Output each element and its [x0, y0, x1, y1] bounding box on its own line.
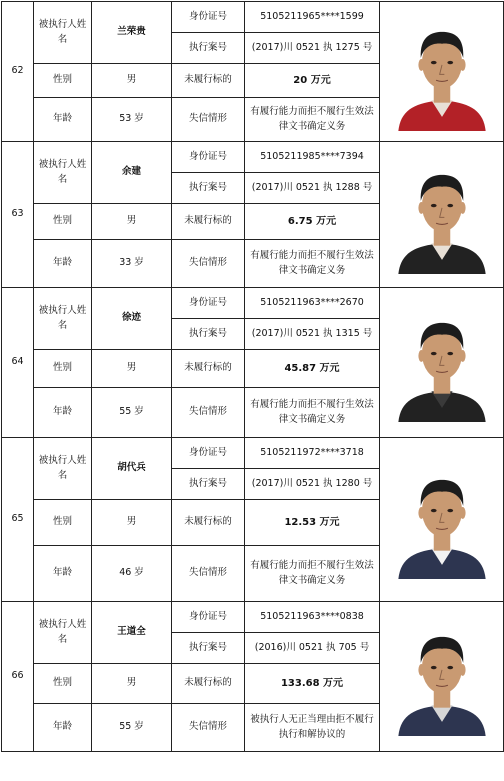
- id-number-value: 5105211972****3718: [245, 438, 380, 469]
- case-label: 执行案号: [172, 173, 245, 204]
- amount-label: 未履行标的: [172, 664, 245, 704]
- situation-label: 失信情形: [172, 546, 245, 602]
- case-number-value: (2017)川 0521 执 1288 号: [245, 173, 380, 204]
- situation-label: 失信情形: [172, 240, 245, 288]
- record-number: 66: [2, 602, 34, 752]
- id-number-value: 5105211985****7394: [245, 142, 380, 173]
- gender-value: 男: [92, 500, 172, 546]
- debtor-name: 兰荣贵: [92, 2, 172, 64]
- dishonesty-situation-value: 有履行能力而拒不履行生效法律文书确定义务: [245, 388, 380, 438]
- case-label: 执行案号: [172, 33, 245, 64]
- gender-label: 性别: [34, 500, 92, 546]
- unpaid-amount-value: 20 万元: [245, 64, 380, 98]
- case-number-value: (2017)川 0521 执 1315 号: [245, 319, 380, 350]
- age-value: 53 岁: [92, 98, 172, 142]
- amount-label: 未履行标的: [172, 204, 245, 240]
- debtor-photo: [396, 461, 488, 579]
- id-label: 身份证号: [172, 142, 245, 173]
- id-number-value: 5105211963****0838: [245, 602, 380, 633]
- situation-label: 失信情形: [172, 704, 245, 752]
- age-value: 46 岁: [92, 546, 172, 602]
- age-value: 55 岁: [92, 704, 172, 752]
- debtor-name: 徐迹: [92, 288, 172, 350]
- gender-value: 男: [92, 204, 172, 240]
- unpaid-amount-value: 12.53 万元: [245, 500, 380, 546]
- unpaid-amount-value: 45.87 万元: [245, 350, 380, 388]
- unpaid-amount-value: 133.68 万元: [245, 664, 380, 704]
- debtor-photo: [396, 156, 488, 274]
- age-label: 年龄: [34, 240, 92, 288]
- case-label: 执行案号: [172, 469, 245, 500]
- debtor-name: 胡代兵: [92, 438, 172, 500]
- debtor-photo: [396, 13, 488, 131]
- dishonesty-situation-value: 有履行能力而拒不履行生效法律文书确定义务: [245, 546, 380, 602]
- debtor-photo: [396, 618, 488, 736]
- case-label: 执行案号: [172, 319, 245, 350]
- id-number-value: 5105211965****1599: [245, 2, 380, 33]
- table-row: [2, 602, 504, 633]
- table-row: [2, 438, 504, 469]
- case-number-value: (2017)川 0521 执 1280 号: [245, 469, 380, 500]
- name-label: 被执行人姓名: [34, 142, 92, 204]
- name-label: 被执行人姓名: [34, 2, 92, 64]
- gender-label: 性别: [34, 664, 92, 704]
- age-label: 年龄: [34, 546, 92, 602]
- photo-cell: [380, 438, 504, 602]
- name-label: 被执行人姓名: [34, 602, 92, 664]
- table-row: [2, 288, 504, 319]
- situation-label: 失信情形: [172, 388, 245, 438]
- record-number: 63: [2, 142, 34, 288]
- record-number: 64: [2, 288, 34, 438]
- id-label: 身份证号: [172, 288, 245, 319]
- debtor-name: 余建: [92, 142, 172, 204]
- debtor-name: 王道全: [92, 602, 172, 664]
- id-number-value: 5105211963****2670: [245, 288, 380, 319]
- photo-cell: [380, 142, 504, 288]
- photo-cell: [380, 2, 504, 142]
- record-number: 62: [2, 2, 34, 142]
- record-number: 65: [2, 438, 34, 602]
- case-number-value: (2016)川 0521 执 705 号: [245, 633, 380, 664]
- gender-value: 男: [92, 664, 172, 704]
- case-number-value: (2017)川 0521 执 1275 号: [245, 33, 380, 64]
- name-label: 被执行人姓名: [34, 438, 92, 500]
- gender-label: 性别: [34, 350, 92, 388]
- gender-value: 男: [92, 64, 172, 98]
- unpaid-amount-value: 6.75 万元: [245, 204, 380, 240]
- amount-label: 未履行标的: [172, 350, 245, 388]
- age-label: 年龄: [34, 98, 92, 142]
- situation-label: 失信情形: [172, 98, 245, 142]
- id-label: 身份证号: [172, 438, 245, 469]
- amount-label: 未履行标的: [172, 64, 245, 98]
- case-label: 执行案号: [172, 633, 245, 664]
- id-label: 身份证号: [172, 2, 245, 33]
- amount-label: 未履行标的: [172, 500, 245, 546]
- photo-cell: [380, 602, 504, 752]
- age-value: 55 岁: [92, 388, 172, 438]
- table-row: [2, 2, 504, 33]
- age-label: 年龄: [34, 388, 92, 438]
- table-row: [2, 142, 504, 173]
- dishonesty-situation-value: 有履行能力而拒不履行生效法律文书确定义务: [245, 98, 380, 142]
- gender-label: 性别: [34, 204, 92, 240]
- age-value: 33 岁: [92, 240, 172, 288]
- dishonesty-situation-value: 被执行人无正当理由拒不履行执行和解协议的: [245, 704, 380, 752]
- gender-value: 男: [92, 350, 172, 388]
- gender-label: 性别: [34, 64, 92, 98]
- dishonesty-situation-value: 有履行能力而拒不履行生效法律文书确定义务: [245, 240, 380, 288]
- photo-cell: [380, 288, 504, 438]
- dishonest-debtor-table: [1, 1, 504, 752]
- name-label: 被执行人姓名: [34, 288, 92, 350]
- debtor-photo: [396, 304, 488, 422]
- age-label: 年龄: [34, 704, 92, 752]
- id-label: 身份证号: [172, 602, 245, 633]
